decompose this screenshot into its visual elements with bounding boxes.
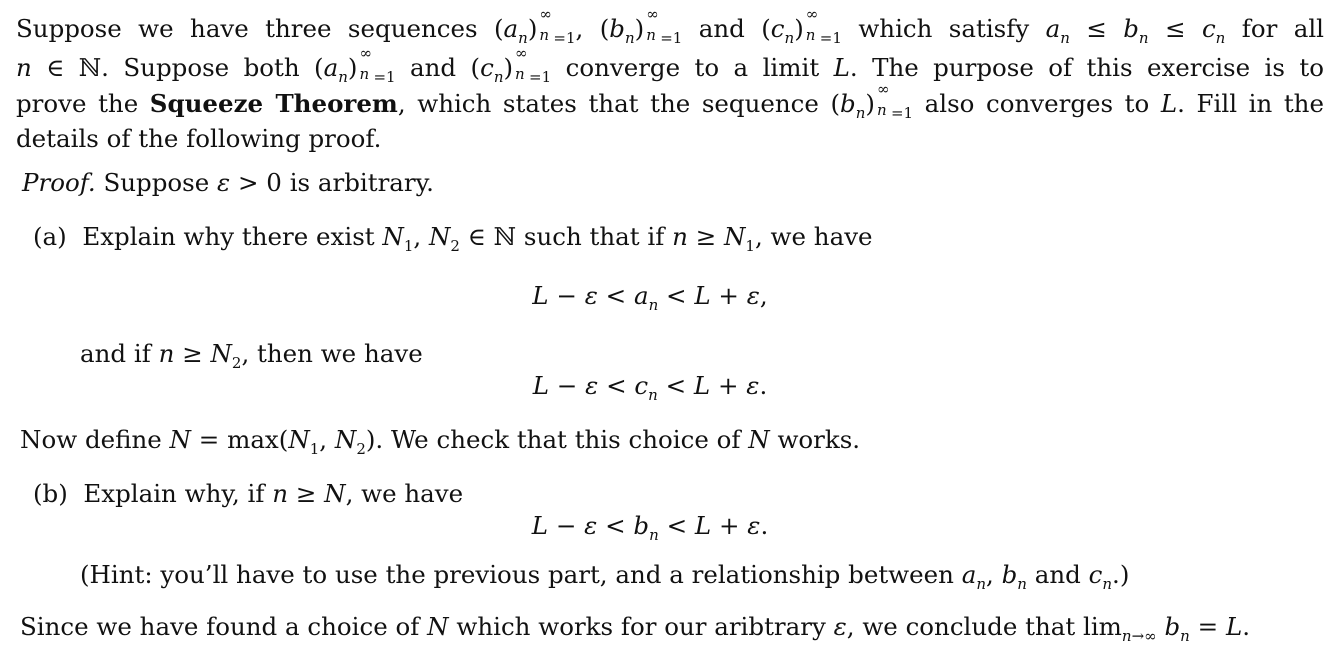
intro-text: . The purpose of this exercise is to — [849, 53, 1324, 82]
conclusion: Since we have found a choice of N which works for our aribtrary ε, we conclude that $\lim_{n\to\infty} b_n = L$. — [20, 612, 1251, 645]
part-b-hint: (Hint: you’ll have to use the previous part, and a relationship between $a_n$, $b_n$ and $c_n$.) — [80, 560, 1130, 593]
define-text: . We check that this choice of — [375, 425, 741, 454]
part-a-line: (a) Explain why there exist $N_1$, $N_2$ ∈ ℕ such that if $n \ge N_1$, we have — [33, 222, 873, 255]
hint-text: .) — [1112, 560, 1130, 589]
intro-line-1: Suppose we have three sequences $(a_n)$ ∞ n $_{=1}$, $(b_n)$ ∞ n $_{=1}$ and $(c_n)$ ∞ n $_{=1}$ which satisfy $a_n \le b_n \le c_n$ for all — [16, 5, 1324, 47]
define-n: Now define $N = \max(N_1$, $N_2$). We check that this choice of N works. — [20, 425, 861, 458]
define-text: works. — [777, 425, 861, 454]
proof-text: is arbitrary. — [289, 168, 434, 197]
part-b-text: Explain why, if — [83, 479, 265, 508]
intro-text: . Fill in the — [1177, 89, 1324, 118]
part-a-text: and if — [80, 339, 151, 368]
proof-start: Proof. Suppose ε > 0 is arbitrary. — [22, 168, 434, 197]
part-a-text: such that if — [523, 222, 665, 251]
intro-line-4 — [16, 124, 382, 153]
intro-line-3: prove the Squeeze Theorem, which states that the sequence $(b_n)$ ∞ n $_{=1}$ also converges to L. Fill in the — [16, 80, 1324, 122]
define-text: Now define — [20, 425, 162, 454]
intro-text: which satisfy — [858, 14, 1030, 43]
hint-text: (Hint: you’ll have to use the previous part, and a relationship between — [80, 560, 954, 589]
intro-text: Suppose we have three sequences — [16, 14, 478, 43]
conclusion-text: Since we have found a choice of — [20, 612, 420, 641]
intro-text: . Suppose both — [101, 53, 300, 82]
part-a-text: , we have — [754, 222, 873, 251]
equation-a-n: $L - \varepsilon < a_n < L + \varepsilon$, — [532, 281, 768, 314]
part-a-text: , then we have — [241, 339, 423, 368]
intro-text: prove the — [16, 89, 139, 118]
intro-text: converge to a limit — [565, 53, 820, 82]
proof-text: Suppose — [103, 168, 210, 197]
intro-line-2: n ∈ ℕ. Suppose both $(a_n)$ ∞ n $_{=1}$ and $(c_n)$ ∞ n $_{=1}$ converge to a limit L. The purpose of this exercise is to — [16, 44, 1324, 86]
conclusion-text: which works for our aribtrary — [456, 612, 826, 641]
intro-text: , which states that the sequence — [397, 89, 819, 118]
equation-b-n: $L - \varepsilon < b_n < L + \varepsilon$. — [531, 511, 769, 544]
equation-c-n: $L - \varepsilon < c_n < L + \varepsilon$. — [532, 371, 768, 404]
intro-text: for all — [1241, 14, 1324, 43]
part-b-marker: (b) — [33, 479, 68, 508]
part-a-marker: (a) — [33, 222, 67, 251]
intro-text: details of the following proof. — [16, 124, 382, 153]
intro-text: and — [698, 14, 745, 43]
part-a-text: Explain why there exist — [82, 222, 375, 251]
part-b-line: (b) Explain why, if n ≥ N, we have — [33, 479, 464, 508]
theorem-name: Squeeze Theorem — [149, 89, 398, 118]
proof-label: Proof. — [22, 168, 96, 197]
part-a-and-if: and if $n \ge N_2$, then we have — [80, 339, 423, 372]
hint-text: and — [1034, 560, 1081, 589]
intro-text: also converges to — [924, 89, 1150, 118]
intro-text: and — [410, 53, 457, 82]
conclusion-text: , we conclude that — [846, 612, 1076, 641]
part-b-text: , we have — [345, 479, 464, 508]
